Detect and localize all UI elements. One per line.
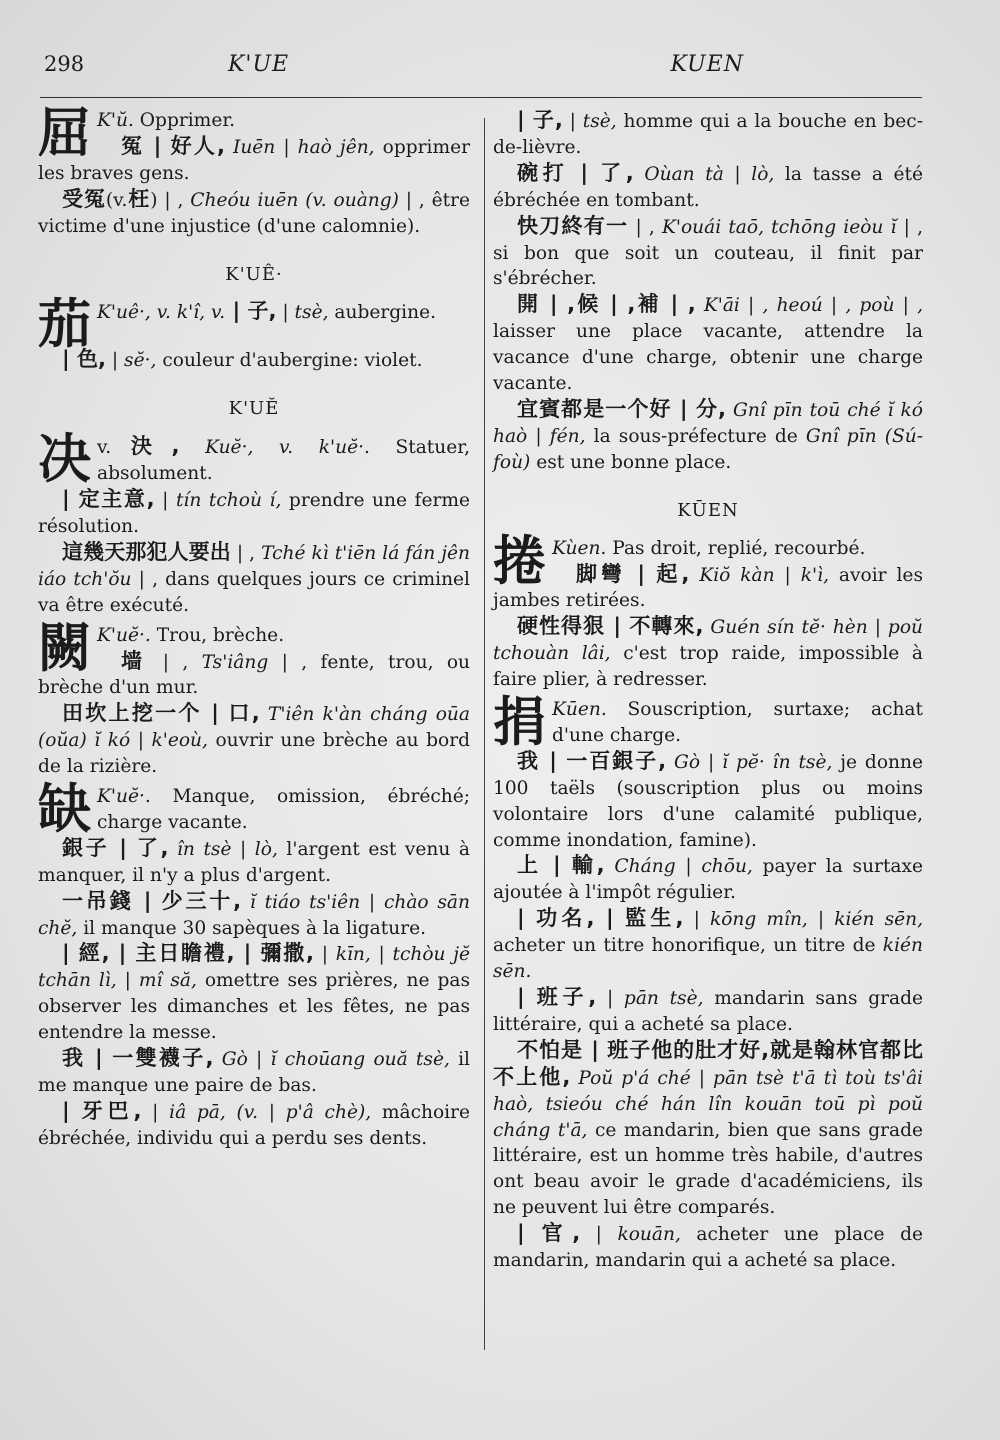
chinese-phrase: 墙 xyxy=(121,648,150,673)
chinese-phrase: 碗打 | 了, xyxy=(517,160,634,185)
example-entry xyxy=(38,134,470,187)
definition: payer la surtaxe ajoutée à l'impôt régulier. xyxy=(493,856,923,904)
definition: c'est trop raide, impossible à faire plier, à redresser. xyxy=(493,643,923,691)
definition: prendre une ferme résolution. xyxy=(38,490,470,537)
definition: | , si bon que soit un couteau, il finit par s'ébrécher. xyxy=(493,216,924,290)
definition: avoir les jambes retirées. xyxy=(493,564,923,612)
example-entry xyxy=(38,347,470,374)
example-entry xyxy=(493,161,923,214)
romanization: Ts'iâng xyxy=(188,651,269,673)
example-entry xyxy=(493,1221,923,1274)
headword-character: 决 xyxy=(38,429,91,491)
definition: aubergine. xyxy=(328,302,436,324)
definition: il me manque une paire de bas. xyxy=(38,1049,470,1096)
romanization: în tsè | lò, xyxy=(168,838,278,860)
chinese-phrase: | 子, xyxy=(225,299,277,324)
definition: couleur d'aubergine: violet. xyxy=(156,350,423,372)
example-entry xyxy=(38,889,470,942)
romanization: | sĕ·, xyxy=(105,350,157,372)
romanization: K'uĕ·. xyxy=(97,624,151,646)
headword-character: 捐 xyxy=(493,692,546,754)
chinese-phrase: 我 | 一雙襪子, xyxy=(62,1046,214,1071)
example-entry xyxy=(493,397,923,476)
headword-character: 闕 xyxy=(38,617,91,679)
romanization: Gnî pīn toū ché ĭ kó haò | fén, xyxy=(493,399,923,447)
right-column xyxy=(493,108,923,1274)
left-column xyxy=(38,103,471,1152)
definition: opprimer les braves gens. xyxy=(38,136,470,184)
definition: | , xyxy=(149,651,189,673)
chinese-phrase: 宜賓都是一个好 | 分, xyxy=(517,396,727,421)
chinese-phrase: 冤 | 好人, xyxy=(121,133,225,158)
definition: mandarin sans grade littéraire, qui a acheté sa place. xyxy=(493,988,923,1035)
dictionary-entry xyxy=(38,779,470,841)
romanization: ĭ tiáo ts'iên | chào sān chĕ, xyxy=(38,891,470,939)
example-entry xyxy=(493,614,923,693)
romanization: | pān tsè, xyxy=(596,988,704,1009)
headword-character: 茄 xyxy=(38,294,91,356)
dictionary-entry xyxy=(38,294,470,356)
romanization: Gò | ĭ choūang ouă tsè, xyxy=(213,1049,450,1071)
example-entry xyxy=(493,749,923,854)
romanization: Cheóu iuēn (v. ouàng) xyxy=(183,189,399,211)
romanization: Gnî pīn (Sú-foù) xyxy=(493,425,923,473)
romanization: Kūen. xyxy=(552,699,607,721)
definition: Manque, omission, ébréché; charge vacante. xyxy=(97,786,470,833)
variant-note: (v. xyxy=(105,189,128,211)
definition: | xyxy=(314,944,329,966)
example-entry xyxy=(38,187,470,240)
left-running-head: K'UE xyxy=(228,52,290,77)
definition: Opprimer. xyxy=(133,110,236,131)
example-entry xyxy=(493,108,923,161)
chinese-phrase: 這幾天那犯人要出 xyxy=(62,539,231,564)
definition: omettre ses prières, ne pas observer les dimanches et les fêtes, ne pas entendre la messe. xyxy=(38,970,470,1044)
definition: | , dans quelques jours ce criminel va être exécuté. xyxy=(38,568,470,616)
romanization: | tsè, xyxy=(562,111,617,132)
romanization: | tsè, xyxy=(276,302,329,324)
chinese-phrase: 決, xyxy=(111,434,180,459)
romanization: Oùan tà | lò, xyxy=(633,163,775,185)
chinese-phrase: | 色, xyxy=(62,347,106,372)
romanization: Tché kì t'iēn lá fán jên iáo tch'ŏu xyxy=(38,542,470,590)
romanization: Kùen. xyxy=(552,537,607,559)
variant-note: ) | , xyxy=(150,189,184,211)
chinese-phrase: 我 | 一百銀子, xyxy=(517,748,667,773)
definition: ouvrir une brèche au bord de la rizière. xyxy=(38,730,470,778)
definition: Souscription, surtaxe; achat d'une charge. xyxy=(552,699,923,746)
page-header xyxy=(40,52,922,88)
definition: la tasse a été ébréchée en tombant. xyxy=(493,163,923,211)
romanization: Iuēn | haò jên, xyxy=(224,136,375,158)
definition: Statuer, absolument. xyxy=(97,437,470,485)
chinese-phrase: 枉 xyxy=(127,186,151,211)
example-entry xyxy=(493,292,923,397)
dictionary-entry xyxy=(38,429,470,491)
chinese-phrase: 開 | ,候 | ,補 | , xyxy=(517,292,696,317)
definition: je donne 100 taëls (souscription plus ou moins volontaire lors d'une calamité publique, comme inondation, famine). xyxy=(493,751,923,851)
chinese-phrase: 田坎上挖一个 | 口, xyxy=(62,701,260,726)
example-entry xyxy=(493,985,923,1038)
chinese-phrase: | 牙巴, xyxy=(62,1098,142,1123)
example-entry xyxy=(493,1038,923,1221)
example-entry xyxy=(38,540,470,619)
section-heading: K'UĔ xyxy=(228,398,280,420)
romanization: | tín tchoù í, xyxy=(154,490,282,512)
right-running-head: KUEN xyxy=(670,52,744,77)
header-rule xyxy=(40,97,922,98)
definition: | , être victime d'une injustice (d'une calomnie). xyxy=(38,189,471,237)
example-entry xyxy=(38,836,470,889)
romanization: Cháng | chōu, xyxy=(604,856,753,878)
headword-character: 缺 xyxy=(38,779,91,841)
chinese-phrase: 不怕是 | 班子他的肚才好,就是翰林官都比不上他, xyxy=(493,1037,923,1089)
chinese-phrase: 脚彎 | 起, xyxy=(576,561,690,586)
romanization: Poŭ p'á ché | pān tsè t'ā tì toù ts'âi haò, tsieóu ché hán lîn kouān toū pì poŭ cháng t'ā, xyxy=(493,1067,923,1141)
definition: Pas droit, replié, recourbé. xyxy=(606,537,866,559)
example-entry xyxy=(38,487,470,540)
chinese-phrase: 硬性得狠 | 不轉來, xyxy=(517,614,704,639)
romanization: | kōng mîn, | kién sēn, xyxy=(683,909,924,931)
section-heading: K'UÊ· xyxy=(225,263,283,285)
page-number: 298 xyxy=(44,52,85,76)
example-entry xyxy=(38,1046,470,1099)
chinese-phrase: 受冤 xyxy=(62,186,106,211)
romanization: K'uê·, v. k'î, v. xyxy=(97,302,226,324)
definition: il manque 30 sapèques à la ligature. xyxy=(77,917,427,939)
definition: mâchoire ébréchée, individu qui a perdu ses dents. xyxy=(38,1101,470,1149)
variant-note: v. xyxy=(97,437,112,459)
romanization: Kiŏ kàn | k'ì, xyxy=(689,564,829,586)
definition: acheter une place de mandarin, mandarin qui a acheté sa place. xyxy=(493,1224,923,1272)
romanization: K'ouái taō, tchōng ieòu ĭ xyxy=(654,216,897,238)
example-entry xyxy=(38,701,470,780)
example-entry xyxy=(493,853,923,906)
definition: | , xyxy=(628,216,655,238)
chinese-phrase: 銀子 | 了, xyxy=(62,835,169,860)
romanization: | kouān, xyxy=(580,1224,681,1246)
romanization: kīn, | tchòu jĕ tchān lì, | mî să, xyxy=(38,944,470,992)
chinese-phrase: 一吊錢 | 少三十, xyxy=(62,888,242,913)
definition: acheter un titre honorifique, un titre de xyxy=(493,935,876,957)
example-entry xyxy=(38,649,470,702)
romanization: Guén sín tĕ· hèn | poŭ tchouàn lâi, xyxy=(493,617,923,665)
romanization: T'iên k'àn cháng oūa (oŭa) ĭ kó | k'eoù, xyxy=(38,704,470,752)
definition: la sous-préfecture de xyxy=(585,425,798,447)
headword-character: 捲 xyxy=(493,530,546,592)
chinese-phrase: | 官, xyxy=(517,1221,581,1246)
romanization: kién sēn. xyxy=(493,935,923,983)
definition: | , xyxy=(230,542,256,564)
example-entry xyxy=(493,906,923,985)
chinese-phrase: | 子, xyxy=(517,108,563,132)
definition: Trou, brèche. xyxy=(150,624,285,646)
definition: laisser une place vacante, attendre la vacance d'une charge, obtenir une charge vacante. xyxy=(493,321,923,395)
definition: ce mandarin, bien que sans grade littéraire, est un homme très habile, d'autres ont beau avoir le grade d'académiciens, ils ne peuvent lui être comparés. xyxy=(493,1119,923,1219)
example-entry xyxy=(38,941,470,1046)
romanization: | iâ pā, (v. | p'â chè), xyxy=(141,1101,372,1123)
definition: homme qui a la bouche en bec-de-lièvre. xyxy=(493,111,923,158)
chinese-phrase: 上 | 輸, xyxy=(517,853,605,878)
chinese-phrase: 快刀終有一 xyxy=(517,213,629,238)
chinese-phrase: | 班子, xyxy=(517,985,597,1009)
definition: est une bonne place. xyxy=(530,451,732,473)
section-heading: KŪEN xyxy=(677,499,739,521)
definition: | , fente, trou, ou brèche d'un mur. xyxy=(38,651,470,699)
chinese-phrase: | 經, | 主日瞻禮, | 彌撒, xyxy=(62,941,315,966)
romanization: K'uĕ·. xyxy=(97,786,151,808)
column-divider xyxy=(484,118,485,1350)
romanization: K'āi | , heoú | , poù | , xyxy=(695,295,923,317)
example-entry xyxy=(493,562,923,615)
romanization: Gò | ĭ pĕ· în tsè, xyxy=(666,751,833,773)
romanization: Kuĕ·, v. k'uĕ·. xyxy=(179,437,370,459)
definition: l'argent est venu à manquer, il n'y a plus d'argent. xyxy=(38,838,470,886)
romanization: K'ŭ. xyxy=(97,110,134,131)
example-entry xyxy=(38,1099,470,1152)
chinese-phrase: | 功名, | 監生, xyxy=(517,906,684,931)
example-entry xyxy=(493,214,923,293)
headword-character: 屈 xyxy=(38,103,91,164)
chinese-phrase: | 定主意, xyxy=(62,487,155,512)
dictionary-entry xyxy=(493,692,923,754)
